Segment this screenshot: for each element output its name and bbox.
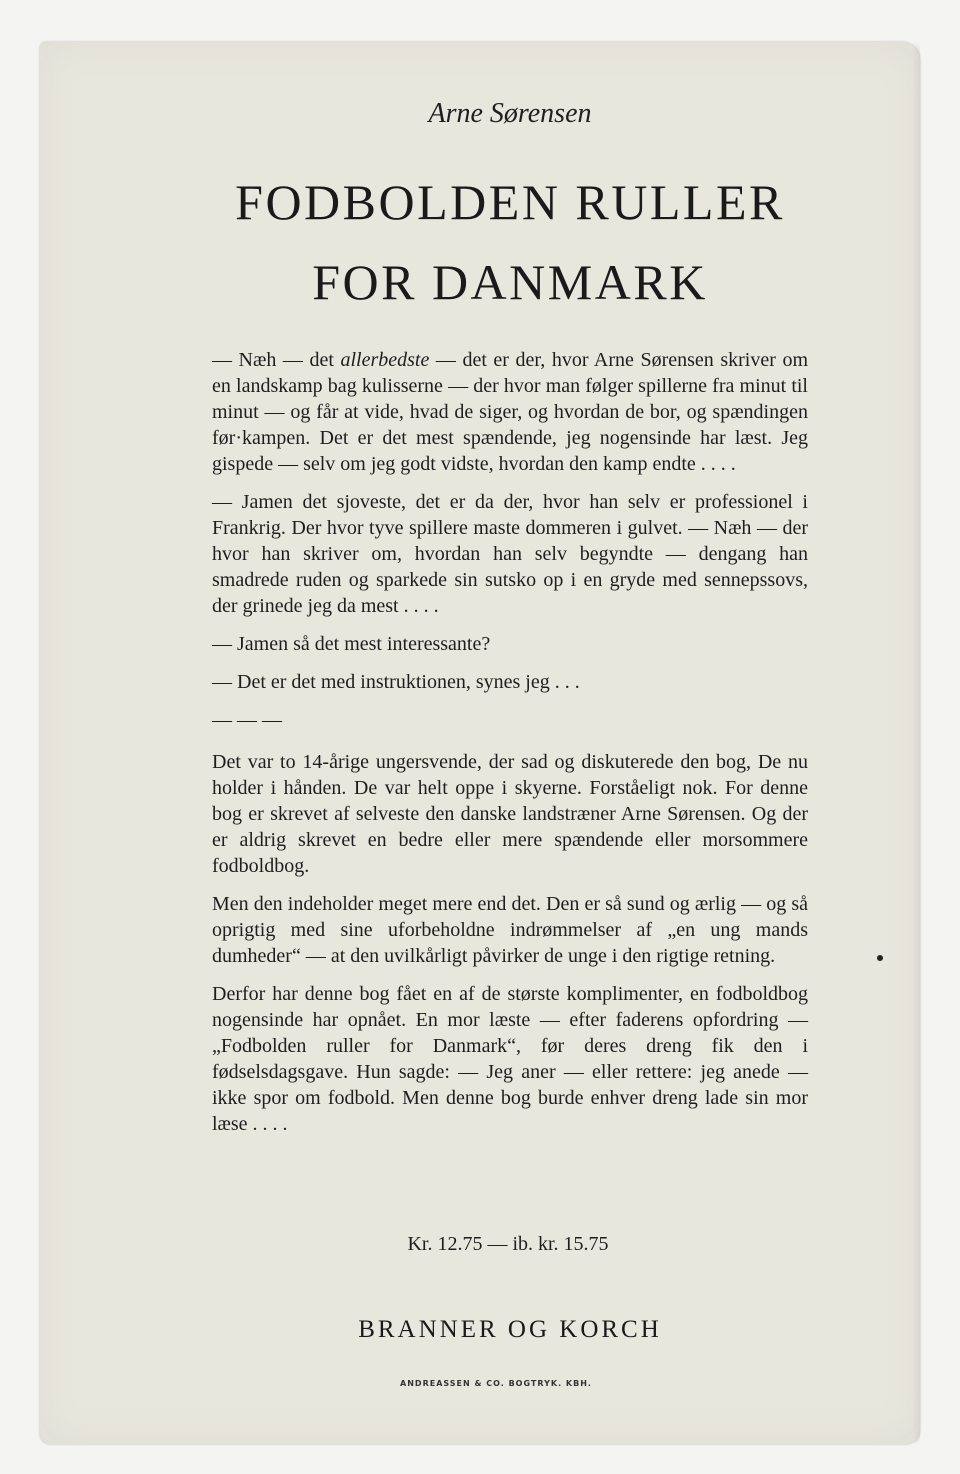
- paragraph-7: Men den indeholder meget mere end det. Den er så sund og ærlig — og så oprigtig med sine uforbeholdne indrømmelser af „en ung mands dumheder“ — at den uvilkårligt påvirker de unge i den rigtige retning.: [212, 893, 808, 967]
- printer-imprint: ANDREASSEN & CO. BOGTRYK. KBH.: [400, 1379, 592, 1388]
- paragraph-4: — Det er det med instruktionen, synes jeg . . .: [212, 671, 580, 693]
- title-line-1: FODBOLDEN RULLER: [235, 174, 785, 230]
- paragraph-1: — Næh — det allerbedste — det er der, hvor Arne Sørensen skriver om en landskamp bag kulisserne — der hvor man følger spillerne fra minut til minut — og får at vide, hvad de siger, og hvordan de bor, og spændingen før·kampen. Det er det mest spændende, jeg nogensinde har læst. Jeg gispede — selv om jeg godt vidste, hvordan den kamp endte . . . .: [212, 349, 808, 475]
- price-line: Kr. 12.75 — ib. kr. 15.75: [407, 1233, 609, 1255]
- paragraph-2: — Jamen det sjoveste, det er da der, hvor han selv er professionel i Frankrig. Der hvor tyve spillere maste dommeren i gulvet. — Næh — der hvor han skriver om, hvordan han selv begyndte — dengang han smadrede ruden og sparkede sin sutsko op i en gryde med sennepssovs, der grinede jeg da mest . . . .: [212, 491, 808, 617]
- publisher-name: BRANNER OG KORCH: [358, 1316, 662, 1343]
- blurb-text: [212, 347, 808, 1149]
- author-name: Arne Sørensen: [428, 98, 592, 129]
- italic-emphasis: allerbedste: [340, 349, 430, 371]
- paragraph-8: Derfor har denne bog fået en af de største komplimenter, en fodboldbog nogensinde har opnået. En mor læste — efter faderens opfordring — „Fodbolden ruller for Danmark“, før deres dreng fik den i fødselsdagsgave. Hun sagde: — Jeg aner — eller rettere: jeg anede — ikke spor om fodbold. Men denne bog burde enhver dreng lade sin mor læse . . . .: [212, 983, 808, 1135]
- paragraph-6: Det var to 14-årige ungersvende, der sad og diskuterede den bog, De nu holder i hånden. De var helt oppe i skyerne. Forståeligt nok. For denne bog er skrevet af selveste den danske landstræner Arne Sørensen. Og der er aldrig skrevet en bedre eller mere spændende eller morsommere fodboldbog.: [212, 751, 808, 877]
- title-line-2: FOR DANMARK: [312, 254, 708, 310]
- ink-speck: [877, 955, 883, 961]
- paragraph-dashes: — — —: [212, 709, 282, 731]
- paragraph-3: — Jamen så det mest interessante?: [212, 633, 491, 655]
- book-title: [0, 162, 960, 322]
